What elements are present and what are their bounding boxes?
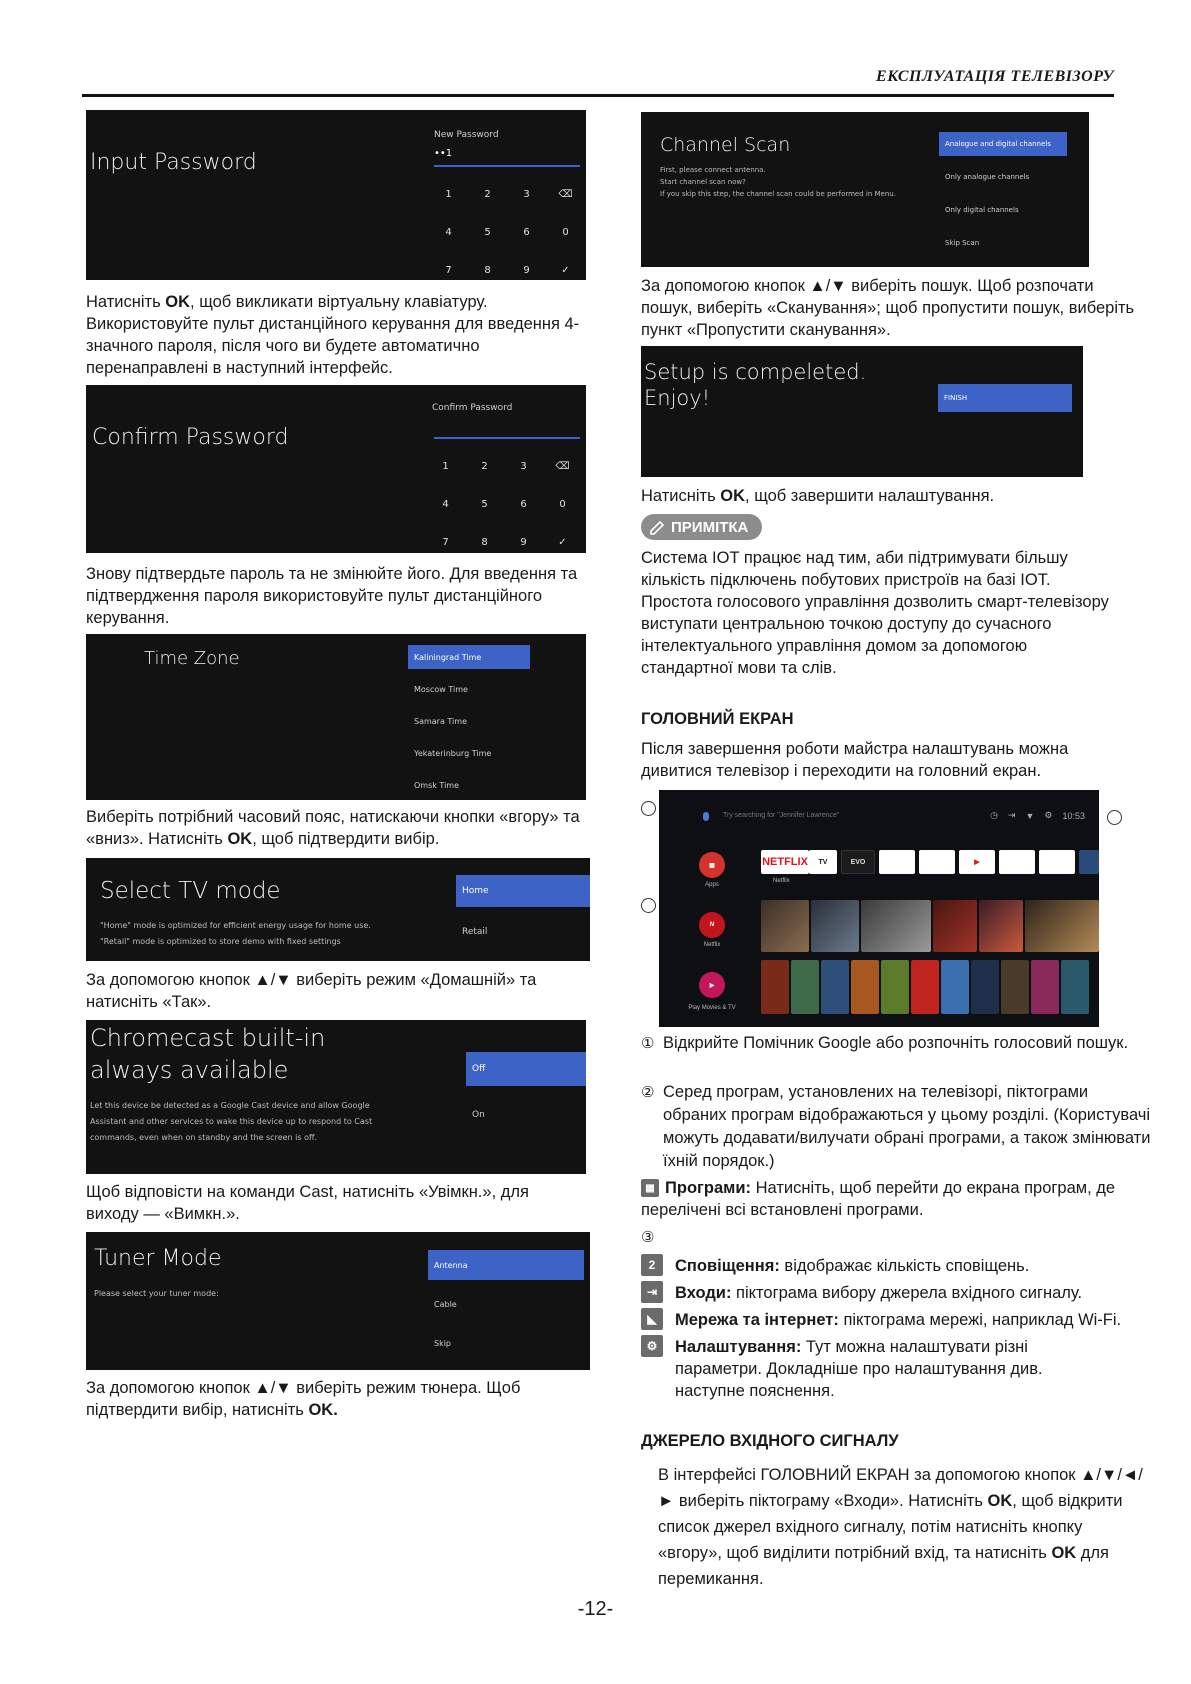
callout-3: [1107, 810, 1122, 825]
poster[interactable]: [1025, 900, 1099, 952]
key-2[interactable]: 2: [484, 188, 491, 200]
app-tile[interactable]: [999, 850, 1035, 874]
key-9[interactable]: 9: [523, 264, 530, 276]
scan-desc-3: If you skip this step, the channel scan could be performed in Menu.: [660, 190, 896, 198]
text: , щоб завершити налаштування.: [745, 487, 995, 505]
paragraph-chromecast: Щоб відповісти на команди Cast, натисніть «Увімкн.», для виходу — «Вимкн.».: [86, 1183, 529, 1223]
home-screen-heading: ГОЛОВНИЙ ЕКРАН: [641, 710, 794, 728]
key-3[interactable]: 3: [520, 460, 527, 472]
virtual-keypad: [426, 447, 582, 553]
option-omsk[interactable]: Omsk Time: [414, 780, 460, 790]
option-antenna[interactable]: Antenna: [428, 1250, 584, 1280]
option-off[interactable]: Off: [466, 1052, 586, 1086]
poster[interactable]: [761, 960, 789, 1014]
netflix-side-label: Netflix: [703, 942, 721, 948]
text: Натисніть, щоб перейти до екрана програм, де перелічені всі встановлені програми.: [641, 1179, 1116, 1219]
text: Тут можна налаштувати різні параметри. Докладніше про налаштування див. наступне пояснення.: [675, 1338, 1043, 1400]
option-skip[interactable]: Skip: [434, 1338, 452, 1348]
paragraph-setup-finish: [641, 485, 1141, 507]
home-screen-intro: Після завершення роботи майстра налаштувань можна дивитися телевізор і переходити на головний екран.: [641, 740, 1069, 780]
poster[interactable]: [851, 960, 879, 1014]
poster[interactable]: [1061, 960, 1089, 1014]
item-number: ②: [641, 1084, 655, 1101]
time-zone-screen: [86, 634, 586, 800]
confirm-password-label: Confirm Password: [432, 403, 513, 413]
tuner-mode-screen: [86, 1232, 590, 1370]
key-9[interactable]: 9: [520, 536, 527, 548]
key-7[interactable]: 7: [445, 264, 452, 276]
password-underline: [434, 437, 580, 439]
app-tile[interactable]: EVO: [841, 850, 875, 874]
apps-grid-icon: ▦: [641, 1179, 659, 1197]
apps-label: Apps: [705, 882, 719, 888]
poster[interactable]: [881, 960, 909, 1014]
settings-description: [675, 1336, 1105, 1402]
text: Натисніть: [86, 293, 166, 311]
item-number: ①: [641, 1035, 655, 1052]
paragraph-input-password: [86, 291, 586, 379]
poster[interactable]: [861, 900, 931, 952]
poster[interactable]: [1031, 960, 1059, 1014]
poster[interactable]: [979, 900, 1023, 952]
network-description: [675, 1309, 1155, 1331]
text: , щоб підтвердити вибір.: [252, 830, 440, 848]
screen-title: Input Password: [90, 150, 257, 175]
key-5[interactable]: 5: [481, 498, 488, 510]
text: , щоб відкрити список джерел вхідного сигналу, потім натисніть кнопку «вгору», щоб виділити потрібний вхід, та натисніть: [658, 1492, 1123, 1562]
tv-mode-screen: [86, 858, 590, 961]
paragraph-channel-scan: За допомогою кнопок ▲/▼ виберіть пошук. Щоб розпочати пошук, виберіть «Сканування»; щоб пропустити пошук, виберіть пункт «Пропустити сканування».: [641, 277, 1135, 339]
option-yekaterinburg[interactable]: Yekaterinburg Time: [414, 748, 492, 758]
option-retail[interactable]: Retail: [462, 927, 488, 937]
key-5[interactable]: 5: [484, 226, 491, 238]
app-tile[interactable]: [919, 850, 955, 874]
option-moscow[interactable]: Moscow Time: [414, 684, 468, 694]
screen-title: Channel Scan: [660, 134, 791, 156]
notification-icon[interactable]: ◷: [990, 810, 998, 820]
text: За допомогою кнопок ▲/▼ виберіть режим тюнера. Щоб підтвердити вибір, натисніть: [86, 1379, 521, 1419]
note-text: Система IOT працює над тим, аби підтримувати більшу кількість підключень побутових пристроїв на базі IOT. Простота голосового управління дозволить смарт-телевізору виступати центральною точкою доступу до сучасного інтелектуального управління домом за допомогою стандартної мови та слів.: [641, 549, 1109, 677]
net-bold: Мережа та інтернет:: [675, 1311, 839, 1329]
key-4[interactable]: 4: [445, 226, 452, 238]
option-analogue-digital[interactable]: Analogue and digital channels: [939, 132, 1067, 156]
screen-title: Tuner Mode: [94, 1246, 222, 1271]
screen-title-line2: always available: [90, 1056, 289, 1084]
settings-icon[interactable]: ⚙: [1044, 810, 1053, 820]
source-description: [658, 1462, 1148, 1592]
scan-desc-1: First, please connect antenna.: [660, 166, 766, 174]
app-tile[interactable]: TV: [809, 850, 837, 874]
key-4[interactable]: 4: [442, 498, 449, 510]
chromecast-screen: [86, 1020, 586, 1174]
text: Натисніть: [641, 487, 721, 505]
home-screen-image: [659, 790, 1099, 1027]
poster[interactable]: [761, 900, 809, 952]
text: Використовуйте пульт дистанційного керування для введення 4-значного пароля, після чого ви будете автоматично перенаправлені в наступний інтерфейс.: [86, 315, 580, 377]
virtual-keypad: [429, 175, 585, 280]
finish-button[interactable]: FINISH: [938, 384, 1072, 412]
screen-title: Select TV mode: [100, 878, 281, 904]
text: Виберіть потрібний часовий пояс, натискаючи кнопки «вгору» та «вниз». Натисніть: [86, 808, 580, 848]
paragraph-time-zone: [86, 806, 586, 850]
key-6[interactable]: 6: [520, 498, 527, 510]
poster[interactable]: [811, 900, 859, 952]
chromecast-desc: Let this device be detected as a Google Cast device and allow Google Assistant and other services to wake this device up to respond to Cast commands, even when on standby and the screen is off.: [90, 1101, 373, 1142]
paragraph-tuner-mode: [86, 1377, 586, 1421]
confirm-check-icon[interactable]: ✓: [561, 264, 570, 276]
ok-bold: OK: [1051, 1544, 1077, 1562]
poster[interactable]: [971, 960, 999, 1014]
option-kaliningrad[interactable]: Kaliningrad Time: [408, 645, 530, 669]
key-6[interactable]: 6: [523, 226, 530, 238]
text: піктограма мережі, наприклад Wi-Fi.: [838, 1311, 1122, 1329]
option-only-digital[interactable]: Only digital channels: [945, 206, 1019, 214]
option-skip-scan[interactable]: Skip Scan: [945, 239, 980, 247]
netflix-app-tile[interactable]: NETFLIX: [761, 850, 809, 874]
netflix-side-icon[interactable]: N: [699, 912, 725, 938]
backspace-icon[interactable]: ⌫: [555, 460, 570, 472]
key-1[interactable]: 1: [445, 188, 452, 200]
settings-gear-icon: ⚙: [641, 1335, 663, 1357]
header-rule: [82, 94, 1114, 97]
setup-title-line2: Enjoy!: [644, 386, 711, 410]
input-password-screen: [86, 110, 586, 280]
setup-completed-screen: [641, 346, 1083, 477]
paragraph-confirm-password: Знову підтвердьте пароль та не змінюйте його. Для введення та підтвердження пароля використовуйте пульт дистанційного керування.: [86, 565, 578, 627]
item-1: [641, 1032, 1141, 1055]
text: піктограма вибору джерела вхідного сигналу.: [731, 1284, 1083, 1302]
screen-title: Time Zone: [144, 648, 240, 669]
option-only-analogue[interactable]: Only analogue channels: [945, 173, 1030, 181]
paragraph-tv-mode: За допомогою кнопок ▲/▼ виберіть режим «Домашній» та натисніть «Так».: [86, 971, 537, 1011]
network-icon: ◣: [641, 1308, 663, 1330]
youtube-tile[interactable]: ▶: [959, 850, 995, 874]
key-1[interactable]: 1: [442, 460, 449, 472]
key-0[interactable]: 0: [559, 498, 566, 510]
notif-bold: Сповіщення:: [675, 1257, 780, 1275]
key-3[interactable]: 3: [523, 188, 530, 200]
ok-bold: OK: [720, 487, 746, 505]
key-8[interactable]: 8: [481, 536, 488, 548]
backspace-icon[interactable]: ⌫: [558, 188, 573, 200]
confirm-check-icon[interactable]: ✓: [558, 536, 567, 548]
key-8[interactable]: 8: [484, 264, 491, 276]
screen-title: Confirm Password: [92, 425, 289, 450]
note-badge: [641, 514, 762, 540]
option-on[interactable]: On: [472, 1110, 485, 1120]
apps-description: [641, 1177, 1141, 1221]
notification-icon: 2: [641, 1254, 663, 1276]
app-tile[interactable]: [1039, 850, 1075, 874]
tv-mode-desc-home: "Home" mode is optimized for efficient energy usage for home use.: [100, 921, 371, 930]
ok-bold: OK: [165, 293, 191, 311]
search-hint[interactable]: Try searching for "Jennifer Lawrence": [723, 812, 840, 819]
wifi-icon[interactable]: ▼: [1025, 810, 1035, 821]
confirm-password-screen: [86, 385, 586, 553]
poster[interactable]: [1001, 960, 1029, 1014]
text: для перемикання.: [658, 1544, 1109, 1588]
tv-mode-desc-retail: "Retail" mode is optimized to store demo with fixed settings: [100, 937, 341, 946]
key-0[interactable]: 0: [562, 226, 569, 238]
ok-bold: OK: [227, 830, 253, 848]
ok-bold: OK.: [308, 1401, 338, 1419]
input-icon[interactable]: ⇥: [1007, 810, 1016, 820]
channel-scan-screen: [641, 112, 1089, 267]
top-status-icons: [990, 810, 1085, 821]
password-input[interactable]: ••1: [434, 148, 453, 159]
poster[interactable]: [791, 960, 819, 1014]
tuner-desc: Please select your tuner mode:: [94, 1289, 219, 1298]
play-movies-label: Play Movies & TV: [688, 1005, 736, 1011]
app-tile[interactable]: [1079, 850, 1099, 874]
ok-bold: OK: [987, 1492, 1013, 1510]
settings-bold: Налаштування:: [675, 1338, 802, 1356]
option-cable[interactable]: Cable: [434, 1299, 457, 1309]
callout-2: [641, 898, 656, 913]
key-7[interactable]: 7: [442, 536, 449, 548]
input-source-icon: ⇥: [641, 1281, 663, 1303]
mic-icon[interactable]: [703, 812, 709, 821]
item-text: Серед програм, установлених на телевізорі, піктограми обраних програм відображаються у цьому розділі. (Користувачі можуть додавати/вилучати обрані програми, а також змінювати їхній порядок.): [663, 1083, 1151, 1170]
pencil-icon: [649, 519, 667, 535]
setup-title-line1: Setup is compeleted.: [644, 360, 867, 384]
source-heading: ДЖЕРЕЛО ВХІДНОГО СИГНАЛУ: [641, 1432, 899, 1450]
netflix-caption: Netflix: [773, 878, 790, 884]
apps-bold: Програми:: [665, 1179, 751, 1197]
option-home[interactable]: Home: [456, 875, 590, 907]
poster[interactable]: [911, 960, 939, 1014]
text: , щоб викликати віртуальну клавіатуру.: [190, 293, 488, 311]
text: відображає кількість сповіщень.: [779, 1257, 1030, 1275]
item-text: Відкрийте Помічник Google або розпочніть голосовий пошук.: [663, 1034, 1129, 1052]
key-2[interactable]: 2: [481, 460, 488, 472]
note-label: ПРИМІТКА: [671, 518, 749, 536]
screen-title-line1: Chromecast built-in: [90, 1024, 326, 1052]
item-2: [641, 1081, 1151, 1173]
notifications-description: [675, 1255, 1145, 1277]
password-underline: [434, 165, 580, 167]
page-header: [82, 68, 1114, 98]
clock-time: 10:53: [1062, 810, 1085, 821]
inputs-description: [675, 1282, 1145, 1304]
option-samara[interactable]: Samara Time: [414, 716, 467, 726]
poster[interactable]: [821, 960, 849, 1014]
header-title: ЕКСПЛУАТАЦІЯ ТЕЛЕВІЗОРУ: [876, 68, 1114, 85]
item-3-number: ③: [641, 1229, 655, 1246]
app-tile[interactable]: [879, 850, 915, 874]
new-password-label: New Password: [434, 130, 499, 140]
text: В інтерфейсі ГОЛОВНИЙ ЕКРАН за допомогою кнопок ▲/▼/◄/► виберіть піктограму «Входи». Натисніть: [658, 1466, 1143, 1510]
page-number: -12-: [577, 1598, 614, 1620]
poster[interactable]: [941, 960, 969, 1014]
scan-desc-2: Start channel scan now?: [660, 178, 746, 186]
apps-icon[interactable]: ▦: [699, 852, 725, 878]
poster[interactable]: [933, 900, 977, 952]
inputs-bold: Входи:: [675, 1284, 732, 1302]
callout-1: [641, 801, 656, 816]
play-movies-icon[interactable]: ▶: [699, 972, 725, 998]
